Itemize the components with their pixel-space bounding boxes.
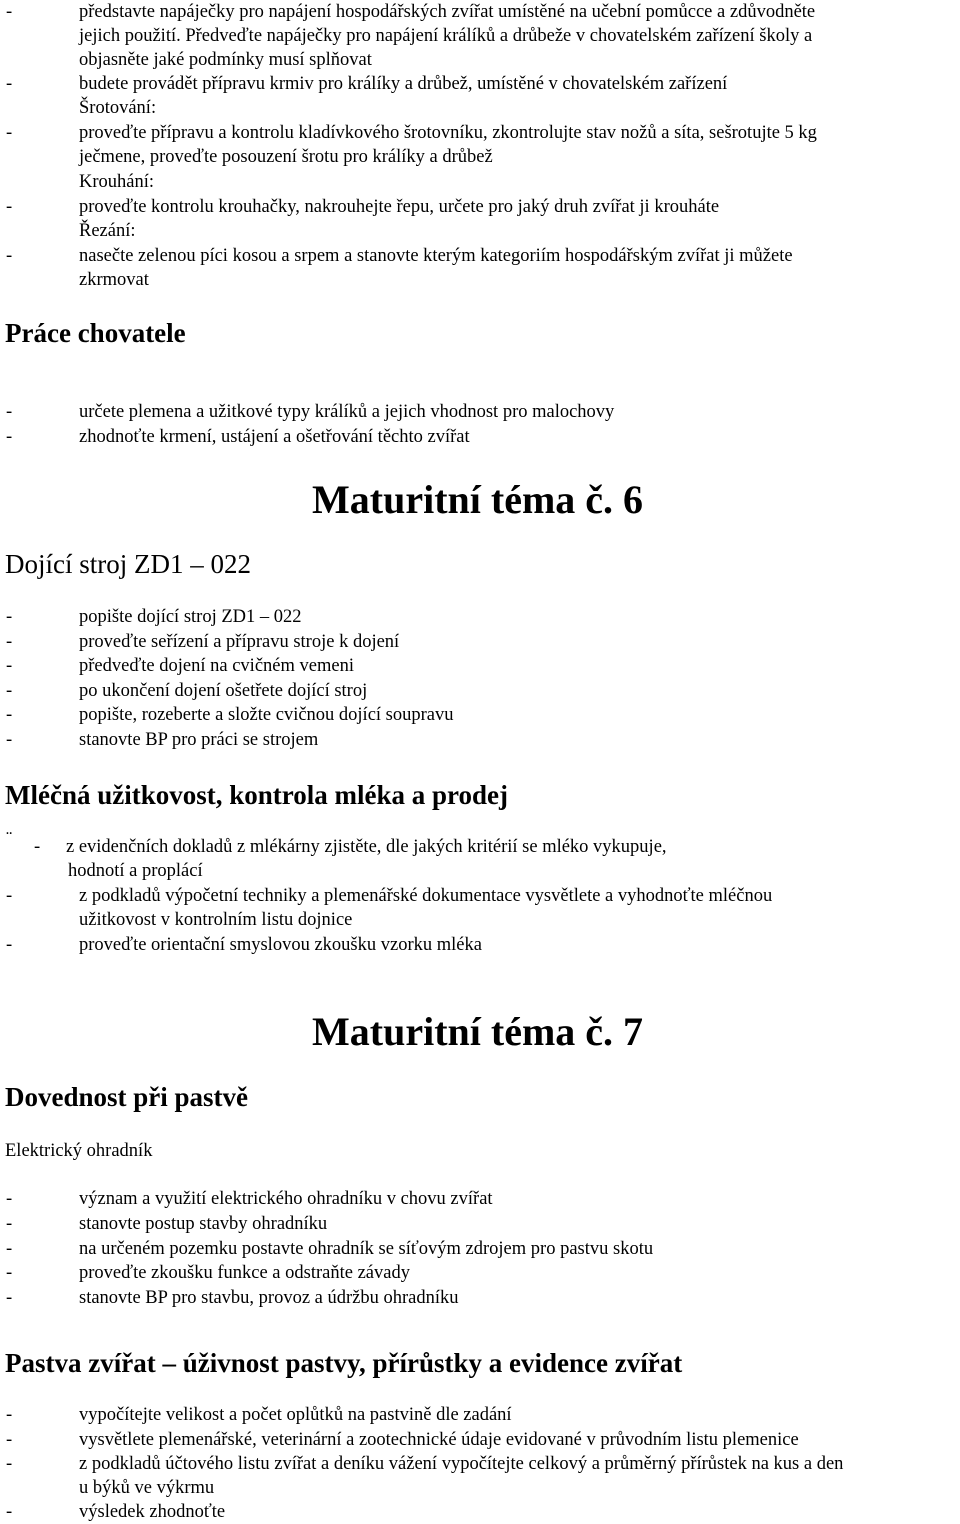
item-text: ječmene, proveďte posouzení šrotu pro králíky a drůbež bbox=[79, 147, 493, 167]
item-text: předveďte dojení na cvičném vemeni bbox=[79, 656, 354, 676]
bullet-dash: - bbox=[6, 246, 13, 266]
item-text: popište dojící stroj ZD1 – 022 bbox=[79, 607, 302, 627]
section-heading-prace: Práce chovatele bbox=[5, 318, 186, 348]
item-text: užitkovost v kontrolním listu dojnice bbox=[79, 910, 353, 930]
item-text: proveďte orientační smyslovou zkoušku vzorku mléka bbox=[79, 935, 482, 955]
item-text: objasněte jaké podmínky musí splňovat bbox=[79, 50, 372, 70]
bullet-dash: - bbox=[6, 1288, 13, 1308]
topic-title-6: Maturitní téma č. 6 bbox=[312, 477, 644, 522]
item-text: na určeném pozemku postavte ohradník se síťovým zdrojem pro pastvu skotu bbox=[79, 1239, 654, 1259]
srotovani-label: Šrotování: bbox=[79, 98, 157, 118]
section-heading-dovednost: Dovednost při pastvě bbox=[5, 1082, 249, 1112]
item-text: u býků ve výkrmu bbox=[79, 1478, 215, 1498]
bullet-dash: - bbox=[34, 837, 41, 857]
bullet-dash: - bbox=[6, 935, 13, 955]
item-text: výsledek zhodnoťte bbox=[79, 1502, 226, 1522]
item-text: proveďte přípravu a kontrolu kladívkového šrotovníku, zkontrolujte stav nožů a síta, sešrotujte 5 kg bbox=[79, 123, 817, 143]
bullet-dash: - bbox=[6, 656, 13, 676]
section-heading-pastva: Pastva zvířat – úživnost pastvy, přírůstky a evidence zvířat bbox=[5, 1348, 683, 1378]
bullet-dash: - bbox=[6, 123, 13, 143]
item-text: představte napáječky pro napájení hospodářských zvířat umístěné na učební pomůcce a zdůvodněte bbox=[79, 2, 816, 22]
item-text: proveďte zkoušku funkce a odstraňte závady bbox=[79, 1263, 410, 1283]
subheading-ohradnik: Elektrický ohradník bbox=[5, 1141, 153, 1161]
item-text: z evidenčních dokladů z mlékárny zjistěte, dle jakých kritérií se mléko vykupuje, bbox=[66, 837, 667, 857]
bullet-dash: - bbox=[6, 1263, 13, 1283]
item-text: vysvětlete plemenářské, veterinární a zootechnické údaje evidované v průvodním listu plemenice bbox=[79, 1430, 799, 1450]
bullet-dash: - bbox=[6, 705, 13, 725]
bullet-dash: - bbox=[6, 1454, 13, 1474]
bullet-dash: - bbox=[6, 197, 13, 217]
item-text: zkrmovat bbox=[79, 270, 149, 290]
bullet-dash: - bbox=[6, 1502, 13, 1522]
item-text: stanovte postup stavby ohradníku bbox=[79, 1214, 328, 1234]
item-text: stanovte BP pro práci se strojem bbox=[79, 730, 319, 750]
bullet-dash: - bbox=[6, 681, 13, 701]
item-text: popište, rozeberte a složte cvičnou dojící soupravu bbox=[79, 705, 454, 725]
bullet-dash: - bbox=[6, 1405, 13, 1425]
diaeresis-mark: ¨ bbox=[6, 829, 13, 849]
item-text: budete provádět přípravu krmiv pro králíky a drůbež, umístěné v chovatelském zařízení bbox=[79, 74, 728, 94]
item-text: jejich použití. Předveďte napáječky pro napájení králíků a drůbeže v chovatelském zařízení školy a bbox=[79, 26, 813, 46]
bullet-dash: - bbox=[6, 427, 13, 447]
rezani-label: Řezání: bbox=[79, 221, 136, 241]
topic-title-7: Maturitní téma č. 7 bbox=[312, 1009, 644, 1054]
bullet-dash: - bbox=[6, 1189, 13, 1209]
item-text: význam a využití elektrického ohradníku v chovu zvířat bbox=[79, 1189, 493, 1209]
item-text: vypočítejte velikost a počet oplůtků na pastvině dle zadání bbox=[79, 1405, 512, 1425]
bullet-dash: - bbox=[6, 632, 13, 652]
section-heading-mlecna: Mléčná užitkovost, kontrola mléka a prodej bbox=[5, 780, 508, 810]
item-text: hodnotí a proplácí bbox=[68, 861, 203, 881]
item-text: proveďte kontrolu krouhačky, nakrouhejte řepu, určete pro jaký druh zvířat ji krouháte bbox=[79, 197, 720, 217]
krouhani-label: Krouhání: bbox=[79, 172, 155, 192]
item-text: nasečte zelenou píci kosou a srpem a stanovte kterým kategoriím hospodářským zvířat ji můžete bbox=[79, 246, 793, 266]
bullet-dash: - bbox=[6, 74, 13, 94]
item-text: určete plemena a užitkové typy králíků a jejich vhodnost pro malochovy bbox=[79, 402, 615, 422]
bullet-dash: - bbox=[6, 2, 13, 22]
section-heading-dojici-stroj: Dojící stroj ZD1 – 022 bbox=[5, 549, 251, 579]
bullet-dash: - bbox=[6, 886, 13, 906]
item-text: stanovte BP pro stavbu, provoz a údržbu ohradníku bbox=[79, 1288, 459, 1308]
item-text: z podkladů výpočetní techniky a plemenářské dokumentace vysvětlete a vyhodnoťte mléčnou bbox=[79, 886, 773, 906]
bullet-dash: - bbox=[6, 1239, 13, 1259]
bullet-dash: - bbox=[6, 402, 13, 422]
bullet-dash: - bbox=[6, 607, 13, 627]
bullet-dash: - bbox=[6, 730, 13, 750]
bullet-dash: - bbox=[6, 1214, 13, 1234]
bullet-dash: - bbox=[6, 1430, 13, 1450]
item-text: po ukončení dojení ošetřete dojící stroj bbox=[79, 681, 368, 701]
item-text: proveďte seřízení a přípravu stroje k dojení bbox=[79, 632, 400, 652]
item-text: z podkladů účtového listu zvířat a deníku vážení vypočítejte celkový a průměrný přírůstek na kus a den bbox=[79, 1454, 844, 1474]
item-text: zhodnoťte krmení, ustájení a ošetřování těchto zvířat bbox=[79, 427, 470, 447]
